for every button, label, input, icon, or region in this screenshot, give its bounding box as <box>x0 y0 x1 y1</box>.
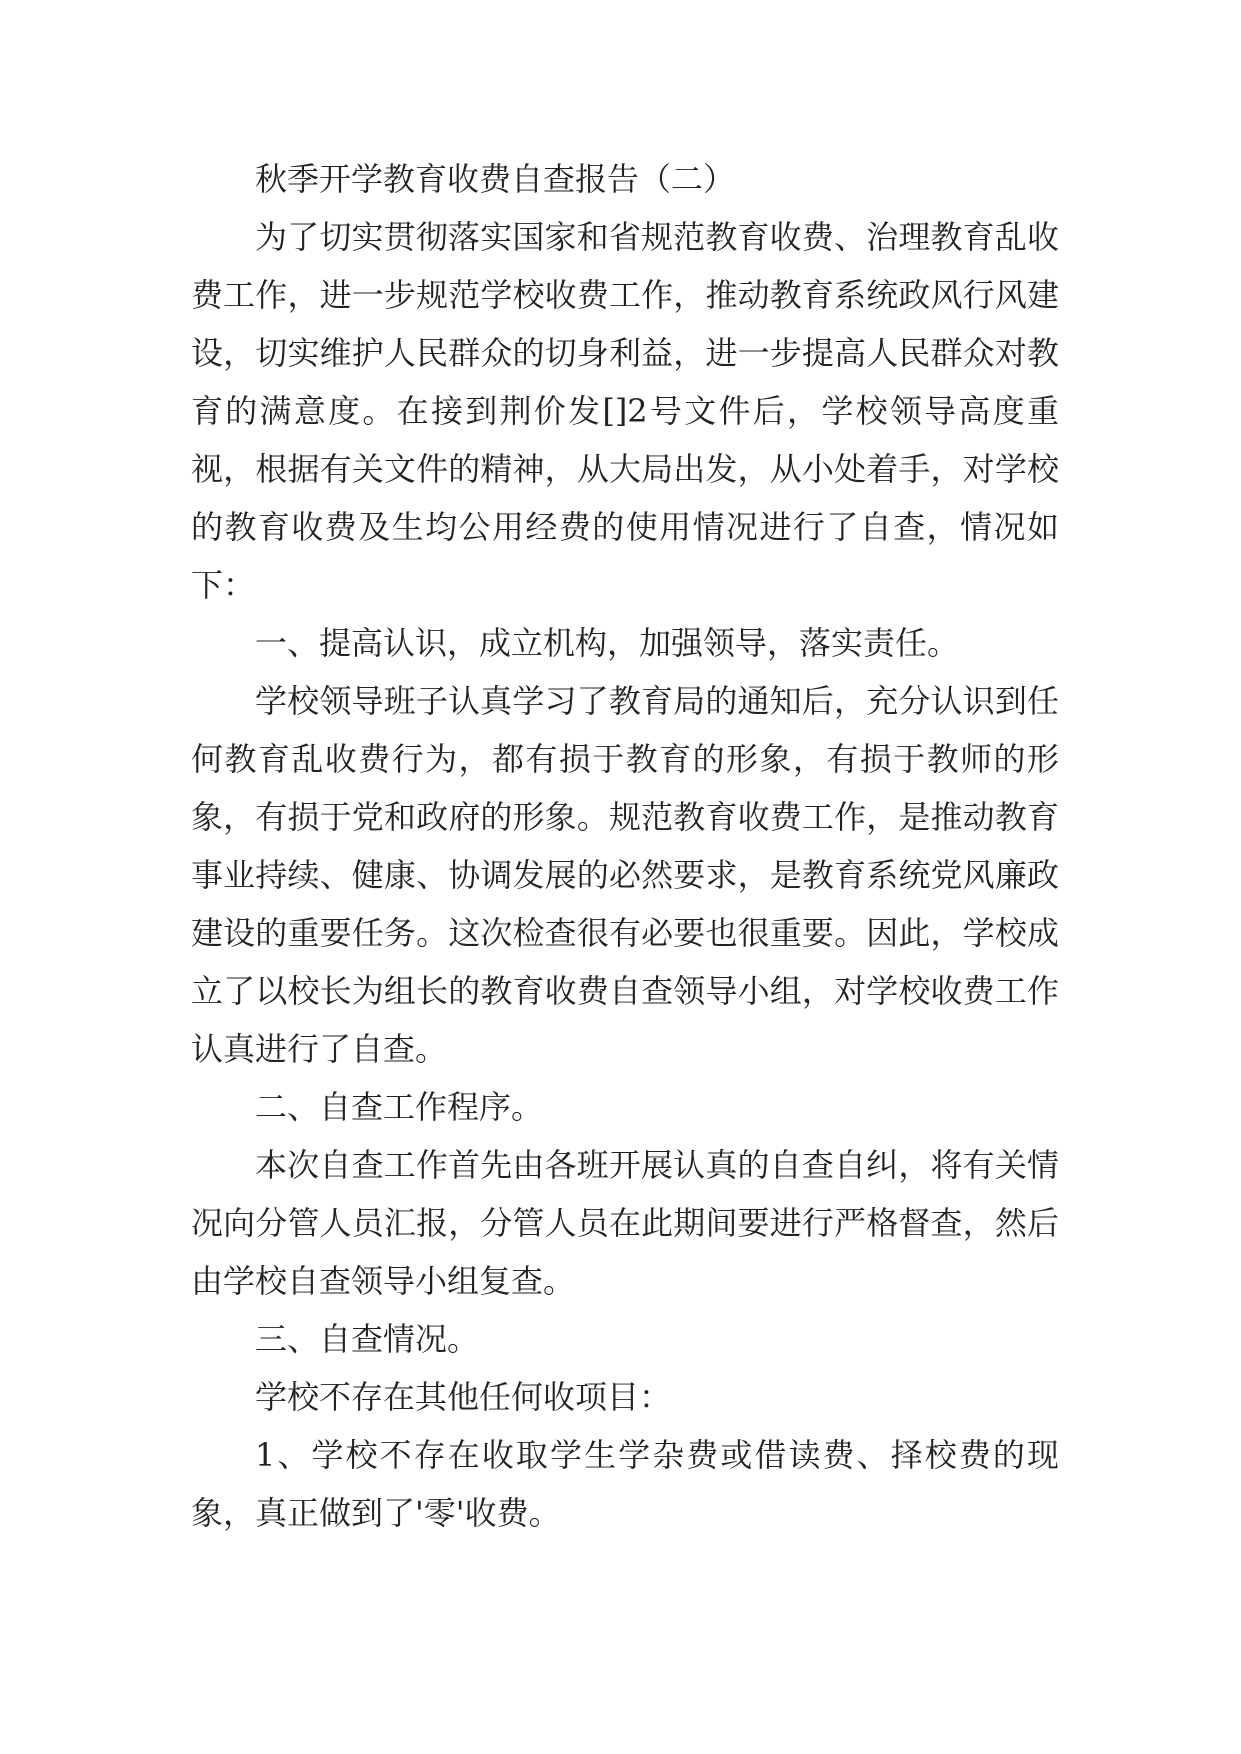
paragraph-section-2: 本次自查工作首先由各班开展认真的自查自纠，将有关情况向分管人员汇报，分管人员在此期间要进行严格督查，然后由学校自查领导小组复查。 <box>191 1146 1059 1300</box>
paragraph-section-1: 学校领导班子认真学习了教育局的通知后，充分认识到任何教育乱收费行为，都有损于教育的形象，有损于教师的形象，有损于党和政府的形象。规范教育收费工作，是推动教育事业持续、健康、协调发展的必然要求，是教育系统党风廉政建设的重要任务。这次检查很有必要也很重要。因此，学校成立了以校长为组长的教育收费自查领导小组，对学校收费工作认真进行了自查。 <box>191 682 1059 1068</box>
section-heading-1: 一、提高认识，成立机构，加强领导，落实责任。 <box>255 624 960 662</box>
document-title: 秋季开学教育收费自查报告（二） <box>255 160 736 198</box>
paragraph-intro: 为了切实贯彻落实国家和省规范教育收费、治理教育乱收费工作，进一步规范学校收费工作，推动教育系统政风行风建设，切实维护人民群众的切身利益，进一步提高人民群众对教育的满意度。在接到荆价发[]2号文件后，学校领导高度重视，根据有关文件的精神，从大局出发，从小处着手，对学校的教育收费及生均公用经费的使用情况进行了自查，情况如下： <box>191 218 1059 604</box>
section-heading-3: 三、自查情况。 <box>255 1320 480 1358</box>
document-body <box>191 150 1059 1542</box>
section-heading-2: 二、自查工作程序。 <box>255 1088 544 1126</box>
list-item-1: 1、学校不存在收取学生学杂费或借读费、择校费的现象，真正做到了'零'收费。 <box>191 1436 1059 1532</box>
paragraph-section-3: 学校不存在其他任何收项目： <box>255 1378 672 1416</box>
